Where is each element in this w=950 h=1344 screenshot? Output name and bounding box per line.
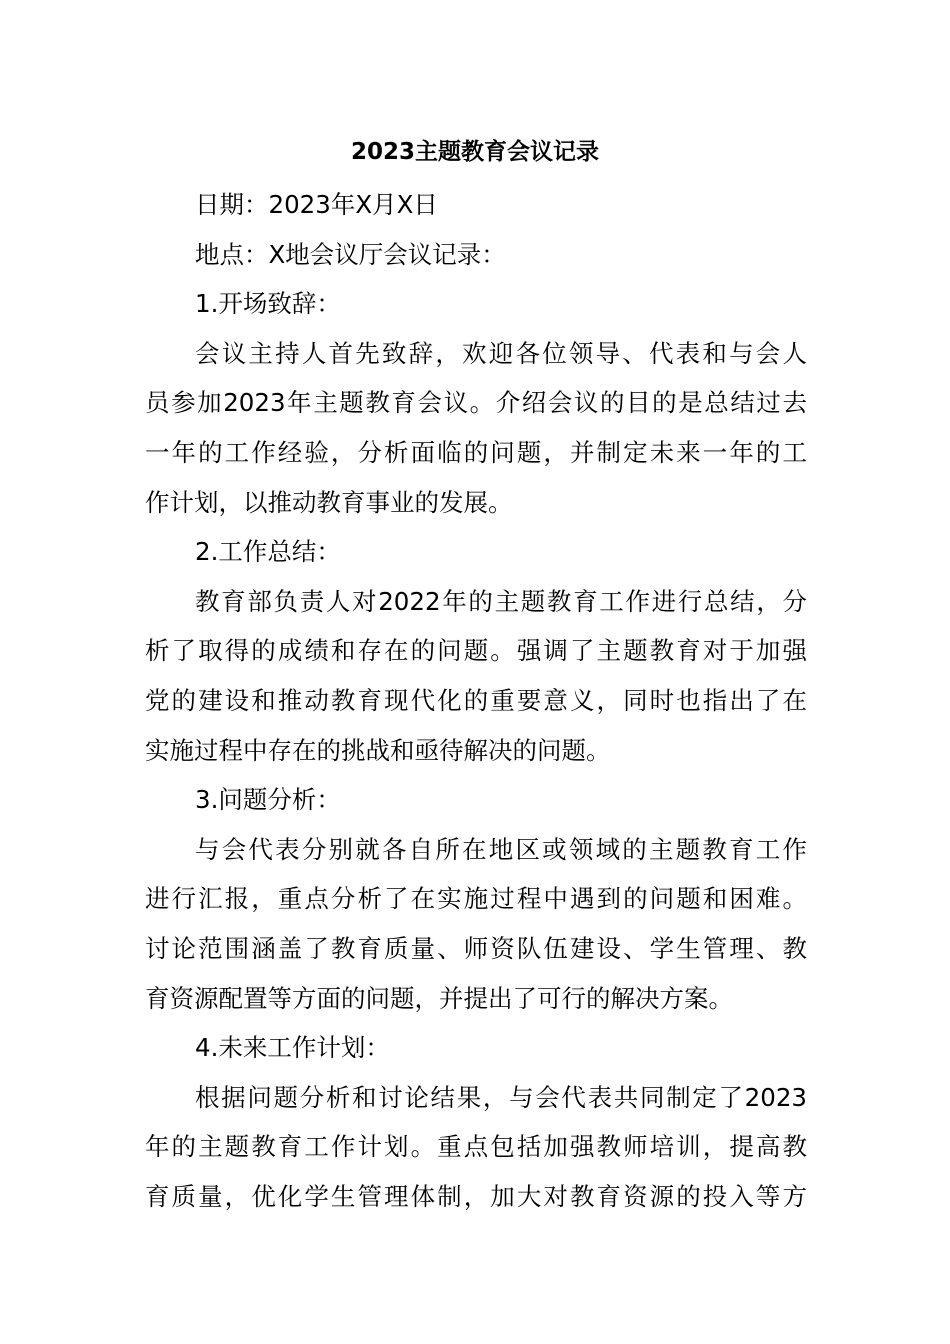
paragraph-line: 与会代表分别就各自所在地区或领域的主题教育工作 xyxy=(195,834,807,864)
paragraph-line: 根据问题分析和讨论结果，与会代表共同制定了2023 xyxy=(195,1082,807,1112)
paragraph-line: 析了取得的成绩和存在的问题。强调了主题教育对于加强 xyxy=(145,636,807,666)
paragraph-line: 讨论范围涵盖了教育质量、师资队伍建设、学生管理、教 xyxy=(145,933,807,963)
document-body xyxy=(145,180,807,1221)
paragraph-line: 党的建设和推动教育现代化的重要意义，同时也指出了在 xyxy=(145,685,807,715)
paragraph-line: 教育部负责人对2022年的主题教育工作进行总结，分 xyxy=(195,586,807,616)
document-title: 2023主题教育会议记录 xyxy=(350,139,599,165)
section-heading-analysis: 3.问题分析： xyxy=(195,785,341,815)
paragraph-line: 年的主题教育工作计划。重点包括加强教师培训，提高教 xyxy=(145,1132,807,1162)
paragraph-line: 育资源配置等方面的问题，并提出了可行的解决方案。 xyxy=(145,983,733,1013)
paragraph-line: 实施过程中存在的挑战和亟待解决的问题。 xyxy=(145,735,611,765)
paragraph-line: 育质量，优化学生管理体制，加大对教育资源的投入等方 xyxy=(145,1181,807,1211)
paragraph-line: 会议主持人首先致辞，欢迎各位领导、代表和与会人 xyxy=(195,338,807,368)
meeting-location-line: 地点：X地会议厅会议记录： xyxy=(195,239,506,269)
section-heading-summary: 2.工作总结： xyxy=(195,537,341,567)
paragraph-line: 员参加2023年主题教育会议。介绍会议的目的是总结过去 xyxy=(145,388,807,418)
section-heading-plan: 4.未来工作计划： xyxy=(195,1033,390,1063)
paragraph-line: 一年的工作经验，分析面临的问题，并制定未来一年的工 xyxy=(145,437,807,467)
paragraph-line: 作计划，以推动教育事业的发展。 xyxy=(145,487,513,517)
section-heading-opening: 1.开场致辞： xyxy=(195,289,341,319)
meeting-date-line: 日期：2023年X月X日 xyxy=(195,190,438,219)
paragraph-line: 进行汇报，重点分析了在实施过程中遇到的问题和困难。 xyxy=(145,884,807,914)
